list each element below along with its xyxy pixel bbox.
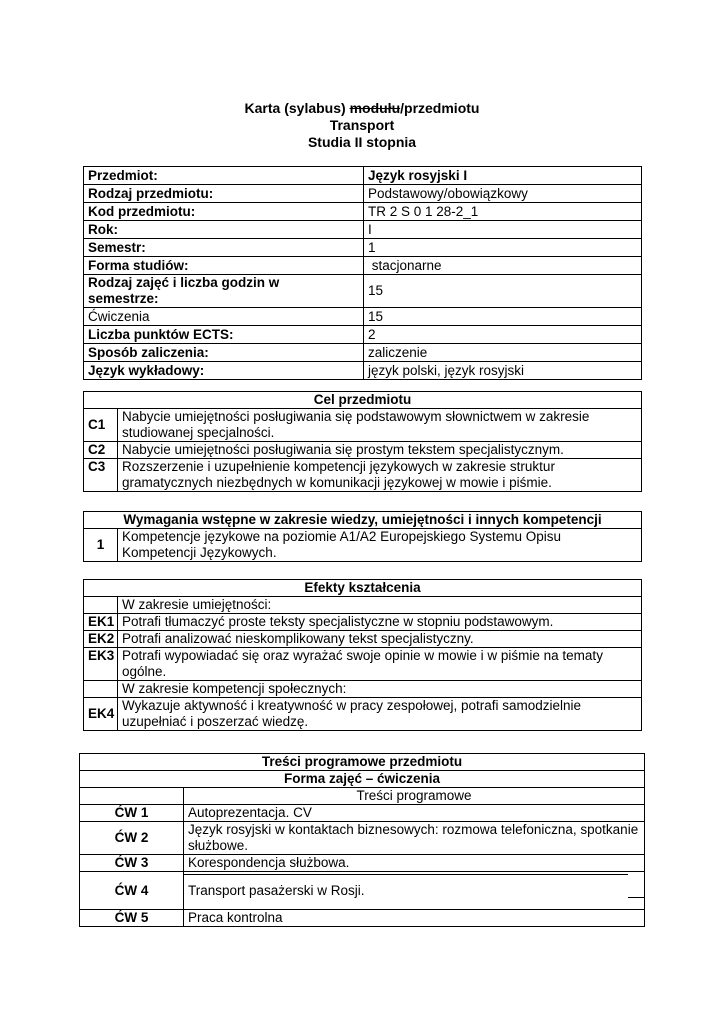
table-row xyxy=(84,185,642,203)
row-code: EK4 xyxy=(84,698,118,731)
info-value: I xyxy=(364,221,642,239)
table-row xyxy=(84,631,642,648)
table-row xyxy=(84,362,642,380)
table-row xyxy=(84,275,642,308)
table-row xyxy=(84,442,642,459)
table-row xyxy=(80,872,645,910)
section-title: Treści programowe przedmiotu xyxy=(80,754,645,771)
row-text: Transport pasażerski w Rosji. xyxy=(184,872,645,910)
row-code: ĆW 3 xyxy=(80,855,184,872)
heading-suffix: /przedmiotu xyxy=(400,100,480,116)
info-label: Rodzaj przedmiotu: xyxy=(84,185,364,203)
info-value: 15 xyxy=(364,275,642,308)
row-code: C3 xyxy=(84,459,118,492)
heading-line-3: Studia II stopnia xyxy=(307,134,417,150)
table-row xyxy=(84,221,642,239)
row-text: Nabycie umiejętności posługiwania się podstawowym słownictwem w zakresie studiowanej specjalności. xyxy=(118,409,642,442)
info-value: język polski, język rosyjski xyxy=(364,362,642,380)
row-code: 1 xyxy=(84,529,118,562)
section-subtitle: Forma zajęć – ćwiczenia xyxy=(80,771,645,788)
table-row xyxy=(80,855,645,872)
info-label: Semestr: xyxy=(84,239,364,257)
info-label: Rodzaj zajęć i liczba godzin w semestrze: xyxy=(84,275,364,308)
row-text: Wykazuje aktywność i kreatywność w pracy zespołowej, potrafi samodzielnie uzupełniać i poszerzać wiedzę. xyxy=(118,698,642,731)
row-text: Rozszerzenie i uzupełnienie kompetencji językowych w zakresie struktur gramatycznych niezbędnych w komunikacji językowej w mowie i piśmie. xyxy=(118,459,642,492)
course-content-table xyxy=(79,753,645,927)
table-row xyxy=(84,459,642,492)
column-header: Treści programowe xyxy=(184,788,645,805)
prerequisites-table xyxy=(83,511,642,562)
row-code: EK2 xyxy=(84,631,118,648)
section-title: Efekty kształcenia xyxy=(84,580,642,597)
heading-prefix: Karta (sylabus) xyxy=(244,100,346,116)
info-label: Forma studiów: xyxy=(84,257,364,275)
learning-outcomes-table xyxy=(83,579,642,731)
info-value: 1 xyxy=(364,239,642,257)
row-text: Potrafi wypowiadać się oraz wyrażać swoje opinie w mowie i w piśmie na tematy ogólne. xyxy=(118,648,642,681)
row-code: C1 xyxy=(84,409,118,442)
table-row xyxy=(84,614,642,631)
section-title: Wymagania wstępne w zakresie wiedzy, umiejętności i innych kompetencji xyxy=(84,512,642,529)
table-row xyxy=(84,597,642,614)
table-row xyxy=(84,648,642,681)
decorative-line xyxy=(183,874,628,875)
course-info-table xyxy=(83,166,642,380)
row-code: ĆW 1 xyxy=(80,805,184,822)
decorative-line xyxy=(628,897,644,898)
table-header-row xyxy=(84,512,642,529)
row-text: W zakresie umiejętności: xyxy=(118,597,642,614)
heading-strikethrough: modułu xyxy=(349,100,401,116)
row-code: C2 xyxy=(84,442,118,459)
table-row xyxy=(80,805,645,822)
table-row xyxy=(84,239,642,257)
table-row xyxy=(84,308,642,326)
row-code: ĆW 5 xyxy=(80,910,184,927)
table-row xyxy=(84,698,642,731)
row-text: Praca kontrolna xyxy=(184,910,645,927)
table-row xyxy=(84,257,642,275)
info-value: stacjonarne xyxy=(364,257,642,275)
info-label: Język wykładowy: xyxy=(84,362,364,380)
course-goals-table xyxy=(83,391,642,492)
heading-line-2: Transport xyxy=(329,117,395,133)
row-code xyxy=(84,597,118,614)
row-text: Kompetencje językowe na poziomie A1/A2 Europejskiego Systemu Opisu Kompetencji Językowych. xyxy=(118,529,642,562)
document-heading xyxy=(0,100,724,151)
row-code: EK3 xyxy=(84,648,118,681)
row-text: Korespondencja służbowa. xyxy=(184,855,645,872)
row-text: Nabycie umiejętności posługiwania się prostym tekstem specjalistycznym. xyxy=(118,442,642,459)
row-code xyxy=(84,681,118,698)
row-text: Język rosyjski w kontaktach biznesowych: rozmowa telefoniczna, spotkanie służbowe. xyxy=(184,822,645,855)
info-label: Ćwiczenia xyxy=(84,308,364,326)
table-header-row xyxy=(80,771,645,788)
table-row xyxy=(84,203,642,221)
row-code: EK1 xyxy=(84,614,118,631)
table-header-row xyxy=(84,392,642,409)
table-row xyxy=(84,326,642,344)
table-row xyxy=(84,167,642,185)
heading-line-1 xyxy=(0,100,724,117)
table-row xyxy=(84,529,642,562)
row-text: Potrafi tłumaczyć proste teksty specjalistyczne w stopniu podstawowym. xyxy=(118,614,642,631)
info-label: Kod przedmiotu: xyxy=(84,203,364,221)
info-value: 15 xyxy=(364,308,642,326)
row-code: ĆW 4 xyxy=(80,872,184,910)
info-value: Język rosyjski I xyxy=(364,167,642,185)
row-text: W zakresie kompetencji społecznych: xyxy=(118,681,642,698)
info-value: 2 xyxy=(364,326,642,344)
table-row xyxy=(84,344,642,362)
section-title: Cel przedmiotu xyxy=(84,392,642,409)
info-value: zaliczenie xyxy=(364,344,642,362)
table-header-row xyxy=(84,580,642,597)
table-header-row xyxy=(80,754,645,771)
info-label: Liczba punktów ECTS: xyxy=(84,326,364,344)
row-text: Potrafi analizować nieskomplikowany tekst specjalistyczny. xyxy=(118,631,642,648)
table-row xyxy=(84,409,642,442)
info-label: Sposób zaliczenia: xyxy=(84,344,364,362)
info-label: Przedmiot: xyxy=(84,167,364,185)
table-row xyxy=(84,681,642,698)
table-row xyxy=(80,910,645,927)
table-row xyxy=(80,822,645,855)
info-label: Rok: xyxy=(84,221,364,239)
row-text: Autoprezentacja. CV xyxy=(184,805,645,822)
info-value: TR 2 S 0 1 28-2_1 xyxy=(364,203,642,221)
row-code: ĆW 2 xyxy=(80,822,184,855)
table-header-row xyxy=(80,788,645,805)
info-value: Podstawowy/obowiązkowy xyxy=(364,185,642,203)
